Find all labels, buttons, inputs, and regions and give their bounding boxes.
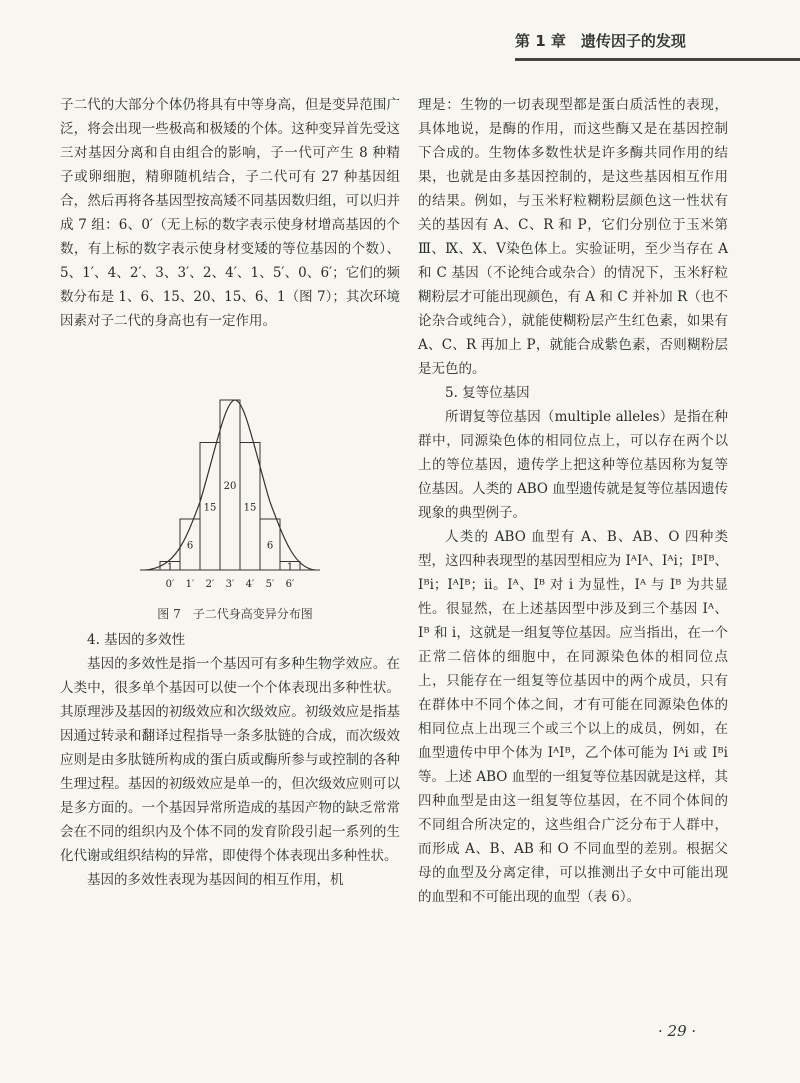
page-number: · 29 · (658, 1022, 697, 1040)
bar-value-label: 1 (286, 561, 294, 573)
bar-value-label: 15 (243, 502, 257, 514)
left-paragraph-3: 基因的多效性表现为基因间的相互作用，机 (87, 872, 344, 888)
chapter-header: 第 1 章 遗传因子的发现 (515, 32, 686, 50)
header-rule (515, 58, 800, 61)
right-column (418, 93, 728, 909)
x-axis-label: 6′ (285, 579, 295, 590)
left-paragraph-1: 子二代的大部分个体仍将具有中等身高，但是变异范围广泛，将会出现一些极高和极矮的个体。这种变异首先受这三对基因分离和自由组合的影响，子一代可产生 8 种精子或卵细胞，精卵随机结合，子二代可有 27 种基因组合，然后再将各基因型按高矮不同基因数归组，可以归并成 7 组：6、0′（无上标的数字表示使身材增高基因的个数，有上标的数字表示使身材变矮的等位基因的个数）、5、1′、4、2′、3、3′、2、4′、1、5′、0、6′；它们的频数分布是 1、6、15、20、15、6、1（图 7）；其次环境因素对子二代的身高也有一定作用。 (60, 97, 400, 329)
x-axis-label: 0′ (165, 579, 175, 590)
x-axis-label: 2′ (205, 579, 215, 590)
bar-value-label: 20 (223, 481, 237, 492)
left-paragraph-2: 基因的多效性是指一个基因可有多种生物学效应。在人类中，很多单个基因可以使一个个体表现出多种性状。其原理涉及基因的初级效应和次级效应。初级效应是指基因通过转录和翻译过程指导一条多肽链的合成，而次级效应则是由多肽链所构成的蛋白质或酶所参与或控制的各种生理过程。基因的初级效应是单一的，但次级效应则可以是多方面的。一个基因异常所造成的基因产物的缺乏常常会在不同的组织内及个体不同的发育阶段引起一系列的生化代谢或组织结构的异常，即使得个体表现出多种性状。 (60, 656, 400, 864)
bar-value-label: 15 (203, 502, 217, 514)
right-paragraph-3: 人类的 ABO 血型有 A、B、AB、O 四种类型，这四种表现型的基因型相应为 IᴬIᴬ、Iᴬi；IᴮIᴮ、Iᴮi；IᴬIᴮ；ii。Iᴬ、Iᴮ 对 i 为显性，Iᴬ 与 Iᴮ 为共显性。很显然，在上述基因型中涉及到三个基因 Iᴬ、Iᴮ 和 i，这就是一组复等位基因。应当指出，在一个正常二倍体的细胞中，在同源染色体的相同位点上，只能存在一组复等位基因中的两个成员，只有在群体中不同个体之间，才有可能在同源染色体的相同位点上出现三个或三个以上的成员，例如，在血型遗传中甲个体为 IᴬIᴮ，乙个体可能为 Iᴬi 或 Iᴮi 等。上述 ABO 血型的一组复等位基因就是这样，其四种血型是由这一组复等位基因，在不同个体间的不同组合所决定的，这些组合广泛分布于人群中，而形成 A、B、AB 和 O 不同血型的差别。根据父母的血型及分离定律，可以推测出子女中可能出现的血型和不可能出现的血型（表 6）。 (418, 529, 728, 905)
bar-value-label: 6 (186, 540, 194, 552)
right-paragraph-2: 所谓复等位基因（multiple alleles）是指在种群中，同源染色体的相同位点上，可以存在两个以上的等位基因，遗传学上把这种等位基因称为复等位基因。人类的 ABO 血型遗传就是复等位基因遗传现象的典型例子。 (418, 409, 728, 521)
bar-value-label: 1 (166, 561, 174, 573)
height-distribution-figure (140, 392, 320, 592)
x-axis-label: 4′ (245, 579, 255, 590)
x-axis-label: 3′ (225, 579, 235, 590)
right-paragraph-1: 理是：生物的一切表现型都是蛋白质活性的表现，具体地说，是酶的作用，而这些酶又是在基因控制下合成的。生物体多数性状是许多酶共同作用的结果，也就是由多基因控制的，是这些基因相互作用的结果。例如，与玉米籽粒糊粉层颜色这一性状有关的基因有 A、C、R 和 P，它们分别位于玉米第Ⅲ、Ⅸ、Ⅹ、Ⅴ染色体上。实验证明，至少当存在 A 和 C 基因（不论纯合或杂合）的情况下，玉米籽粒糊粉层才可能出现颜色，有 A 和 C 并补加 R（也不论杂合或纯合），就能使糊粉层产生红色素，如果有 A、C、R 再加上 P，就能合成紫色素，否则糊粉层是无色的。 (418, 97, 728, 377)
figure-caption: 图 7 子二代身高变异分布图 (157, 607, 313, 621)
section-5-title: 5. 复等位基因 (445, 385, 530, 401)
section-4-title: 4. 基因的多效性 (87, 632, 186, 648)
x-axis-label: 1′ (185, 579, 195, 590)
bar-value-label: 6 (266, 540, 274, 552)
left-column (60, 93, 400, 333)
left-column-lower (60, 628, 400, 892)
x-axis-label: 5′ (265, 579, 275, 590)
